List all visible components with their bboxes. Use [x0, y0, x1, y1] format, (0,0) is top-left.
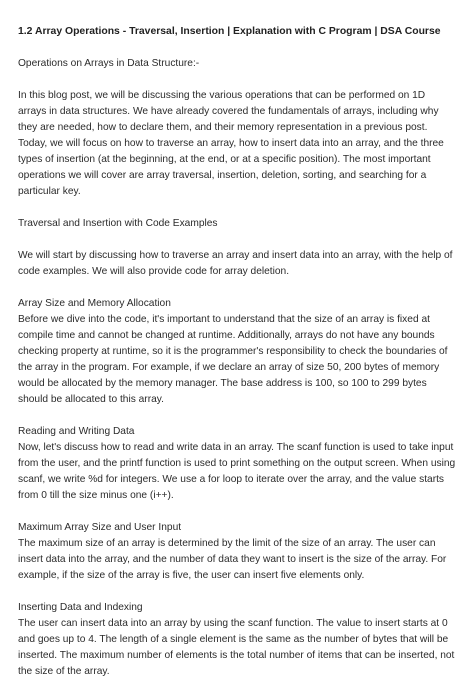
- intro-paragraph: In this blog post, we will be discussing the various operations that can be performed on 1D arrays in data structures. We have already covered the fundamentals of arrays, including why they are needed, how to declare them, and their memory representation in a previous post. Today, we will focus on how to traverse an array, how to insert data into an array, and the three types of insertion (at the beginning, at the end, or at a specific position). The most important operations we will cover are array traversal, insertion, deletion, sorting, and searching for a particular key.: [18, 90, 444, 197]
- traversal-heading-block: [18, 216, 456, 232]
- size-section: [18, 296, 456, 408]
- section-rw-body: Now, let's discuss how to read and write data in an array. The scanf function is used to take input from the user, and the printf function is used to print something on the output screen. When using scanf, we write %d for integers. We use a for loop to iterate over the array, and the value starts from 0 till the size minus one (i++).: [18, 442, 456, 501]
- rw-section: [18, 424, 456, 504]
- section-max-heading: Maximum Array Size and User Input: [18, 522, 182, 533]
- max-section: [18, 520, 456, 584]
- intro-paragraph-block: [18, 88, 456, 200]
- section-size-body: Before we dive into the code, it's important to understand that the size of an array is fixed at compile time and cannot be changed at runtime. Additionally, arrays do not have any bounds checking property at runtime, so it is the programmer's responsibility to check the boundaries of the array in the program. For example, if we declare an array of size 50, 200 bytes of memory would be allocated by the memory manager. The base address is 100, so 100 to 299 bytes should be allocated to this array.: [18, 314, 448, 405]
- intro-heading: Operations on Arrays in Data Structure:-: [18, 58, 200, 69]
- insert-section: [18, 600, 456, 680]
- section-traversal-heading: Traversal and Insertion with Code Examples: [18, 218, 218, 229]
- traversal-body-block: [18, 248, 456, 280]
- section-size-heading: Array Size and Memory Allocation: [18, 298, 171, 309]
- document-title: 1.2 Array Operations - Traversal, Insertion | Explanation with C Program | DSA Course: [18, 26, 441, 37]
- intro-heading-block: [18, 56, 456, 72]
- section-max-body: The maximum size of an array is determined by the limit of the size of an array. The user can insert data into the array, and the number of data they want to insert is the size of the array. For example, if the size of the array is five, the user can insert five elements only.: [18, 538, 447, 581]
- section-insert-body: The user can insert data into an array by using the scanf function. The value to insert starts at 0 and goes up to 4. The length of a single element is the same as the number of bytes that will be inserted. The maximum number of elements is the total number of items that can be inserted, not the size of the array.: [18, 618, 455, 677]
- section-traversal-body: We will start by discussing how to traverse an array and insert data into an array, with the help of code examples. We will also provide code for array deletion.: [18, 250, 453, 277]
- section-insert-heading: Inserting Data and Indexing: [18, 602, 143, 613]
- section-rw-heading: Reading and Writing Data: [18, 426, 135, 437]
